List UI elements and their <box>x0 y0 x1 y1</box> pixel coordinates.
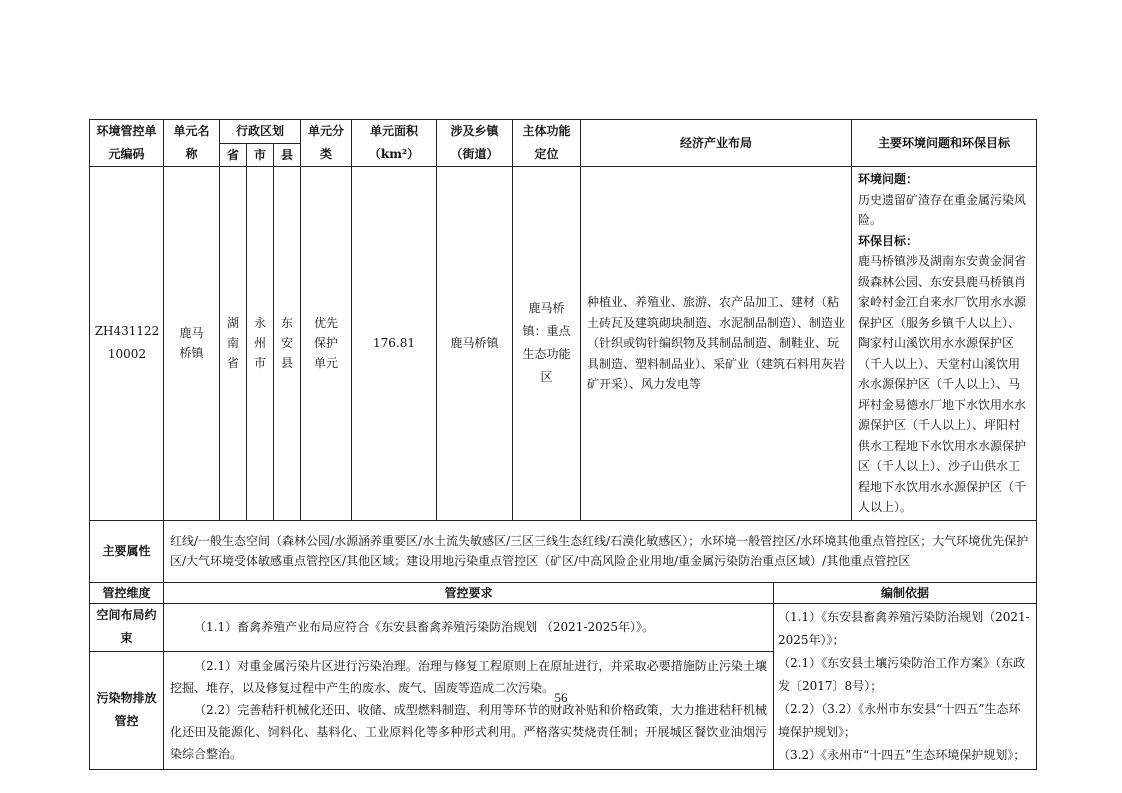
goal-title: 环保目标： <box>858 233 919 248</box>
header-unit-code: 环境管控单元编码 <box>90 120 164 167</box>
township-value: 鹿马桥镇 <box>437 167 513 521</box>
area-value: 176.81 <box>352 167 437 521</box>
header-issues: 主要环境问题和环保目标 <box>852 120 1037 167</box>
requirement-header: 管控要求 <box>164 582 774 603</box>
header-area: 单元面积（km²） <box>352 120 437 167</box>
economy-value: 种植业、养殖业、旅游、农产品加工、建材（粘土砖瓦及建筑砌块制造、水泥制品制造）、制造业（针织或钩针编织物及其制品制造、制鞋业、玩具制造、塑料制品业）、采矿业（建筑石料用灰岩矿开采）、风力发电等 <box>581 167 852 521</box>
environmental-control-table <box>89 119 1037 770</box>
header-function: 主体功能定位 <box>513 120 581 167</box>
basis-header: 编制依据 <box>774 582 1037 603</box>
header-admin-division: 行政区划 <box>220 120 301 144</box>
function-value: 鹿马桥镇：重点生态功能区 <box>513 167 581 521</box>
attributes-label: 主要属性 <box>90 520 164 582</box>
basis-cell <box>774 603 1037 769</box>
problem-title: 环境问题： <box>858 172 919 186</box>
goal-text: 鹿马桥镇涉及湖南东安黄金洞省级森林公园、东安县鹿马桥镇肖家岭村金江自来水厂饮用水水源保护区（服务乡镇千人以上）、陶家村山溪饮用水水源保护区（千人以上）、天堂村山溪饮用水水源保护区（千人以上）、马坪村金易德水厂地下水饮用水水源保护区（千人以上）、坪阳村供水工程地下水饮用水水源保护区（千人以上）、沙子山供水工程地下水饮用水水源保护区（千人以上）。 <box>858 254 1027 514</box>
issues-value <box>852 167 1037 521</box>
basis-item-3: （2.2）（3.2）《永州市东安县“十四五”生态环境保护规划》； <box>778 701 1021 739</box>
city-value: 永州市 <box>247 167 274 521</box>
header-township: 涉及乡镇（街道） <box>437 120 513 167</box>
attributes-text: 红线/一般生态空间（森林公园/水源涵养重要区/水土流失敏感区/三区三线生态红线/石漠化敏感区）；水环境一般管控区/水环境其他重点管控区；大气环境优先保护区/大气环境受体敏感重点管控区/其他区域；建设用地污染重点管控区（矿区/中高风险企业用地/重金属污染防治重点区域）/其他重点管控区 <box>164 520 1037 582</box>
problem-text: 历史遗留矿渣存在重金属污染风险。 <box>858 192 1027 227</box>
county-value: 东安县 <box>274 167 301 521</box>
header-category: 单元分类 <box>301 120 352 167</box>
basis-item-2: （2.1）《东安县土壤污染防治工作方案》（东政发〔2017〕8号）； <box>778 655 1026 693</box>
header-economy: 经济产业布局 <box>581 120 852 167</box>
dimension-header: 管控维度 <box>90 582 164 603</box>
spatial-label: 空间布局约束 <box>90 603 164 651</box>
pollution-req-1: （2.1）对重金属污染片区进行污染治理。治理与修复工程原则上在原址进行，并采取必要措施防止污染土壤挖掘、堆存，以及修复过程中产生的废水、废气、固废等造成二次污染。 <box>170 659 768 696</box>
basis-item-4: （3.2）《永州市“十四五”生态环境保护规划》； <box>778 747 1026 762</box>
category-value: 优先保护单元 <box>301 167 352 521</box>
unit-name: 鹿马桥镇 <box>164 167 220 521</box>
spatial-requirement: （1.1）畜禽养殖产业布局应符合《东安县畜禽养殖污染防治规划 （2021-2025年）》。 <box>164 603 774 651</box>
header-county: 县 <box>274 143 301 167</box>
pollution-req-2: （2.2）完善秸秆机械化还田、收储、成型燃料制造、利用等环节的财政补贴和价格政策，大力推进秸秆机械化还田及能源化、饲料化、基料化、工业原料化等多种形式利用。严格落实焚烧责任制；开展城区餐饮业油烟污染综合整治。 <box>170 703 768 762</box>
header-city: 市 <box>247 143 274 167</box>
pollution-requirements <box>164 651 774 769</box>
unit-code: ZH43112210002 <box>90 167 164 521</box>
pollution-label: 污染物排放管控 <box>90 651 164 769</box>
header-unit-name: 单元名称 <box>164 120 220 167</box>
province-value: 湖南省 <box>220 167 247 521</box>
page-number: 56 <box>554 690 568 705</box>
header-province: 省 <box>220 143 247 167</box>
basis-item-1: （1.1）《东安县畜禽养殖污染防治规划（2021-2025年）》； <box>778 609 1030 647</box>
